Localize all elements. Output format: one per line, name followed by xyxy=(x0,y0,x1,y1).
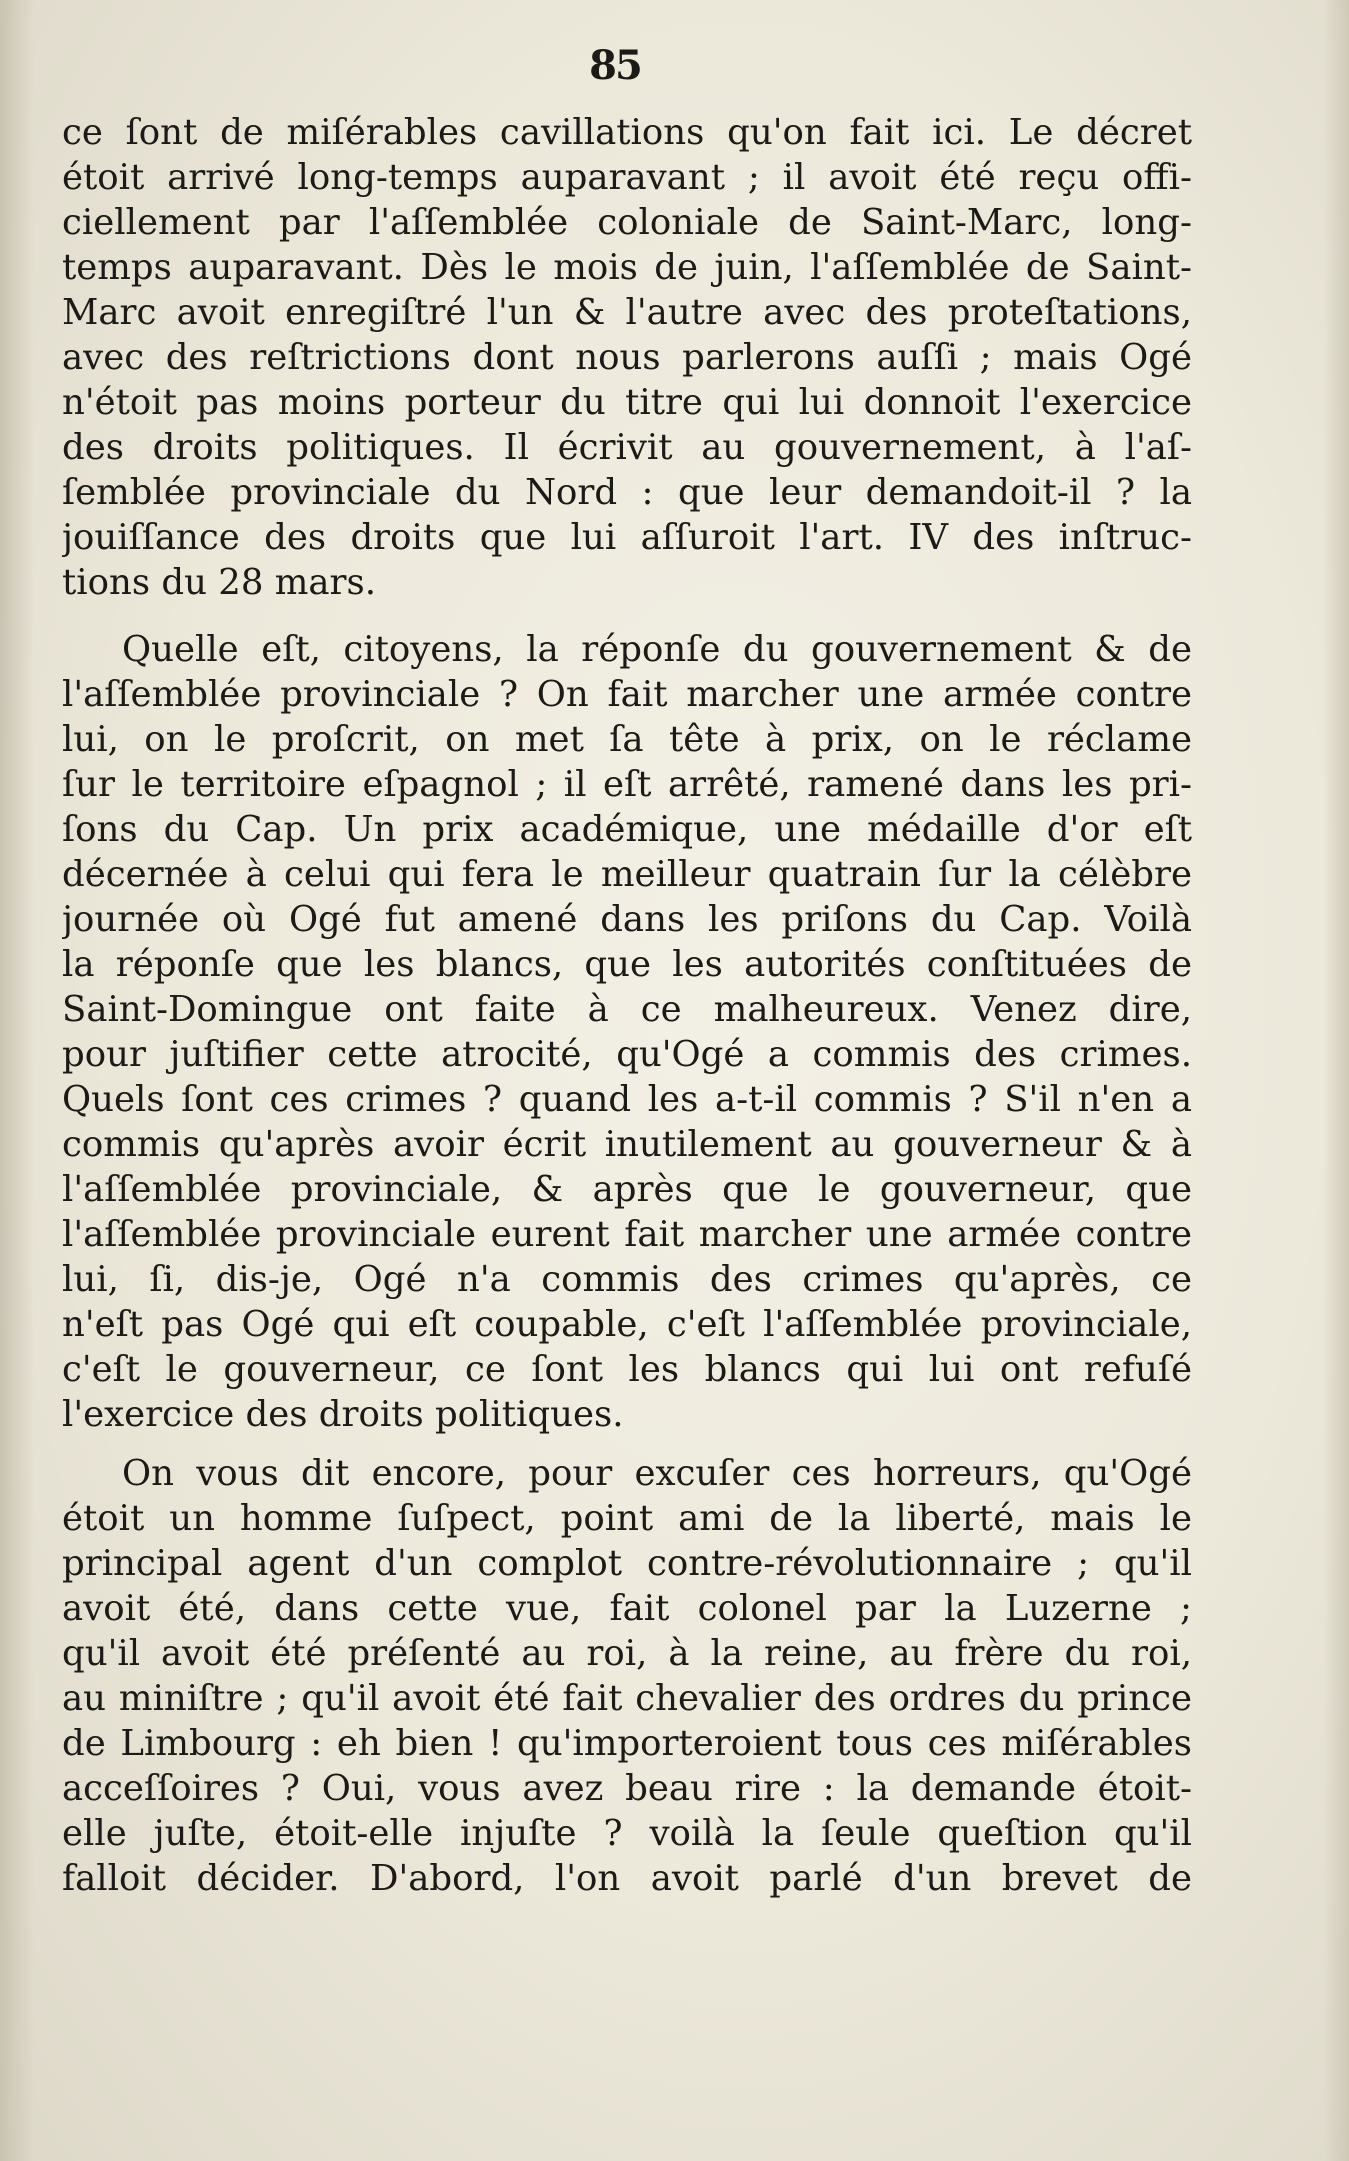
text-line: avoit été, dans cette vue, fait colonel par la Luzerne ; xyxy=(62,1588,1192,1629)
text-line: c'eſt le gouverneur, ce ſont les blancs qui lui ont refuſé xyxy=(62,1349,1192,1390)
text-line: ciellement par l'aſſemblée coloniale de Saint-Marc, long- xyxy=(62,202,1192,243)
text-line: ſur le territoire eſpagnol ; il eſt arrêté, ramené dans les pri- xyxy=(62,764,1192,805)
text-line: Quelle eſt, citoyens, la réponſe du gouvernement & de xyxy=(122,629,1192,670)
text-line: falloit décider. D'abord, l'on avoit parlé d'un brevet de xyxy=(62,1858,1192,1899)
page-edge-shadow xyxy=(1323,0,1349,2161)
text-line: commis qu'après avoir écrit inutilement au gouverneur & à xyxy=(62,1124,1192,1165)
paragraph-3 xyxy=(62,1451,1192,1901)
text-line: temps auparavant. Dès le mois de juin, l'aſſemblée de Saint- xyxy=(62,247,1192,288)
gutter-shadow xyxy=(0,0,34,2161)
text-line: au miniſtre ; qu'il avoit été fait chevalier des ordres du prince xyxy=(62,1678,1192,1719)
text-line: étoit un homme ſuſpect, point ami de la liberté, mais le xyxy=(62,1498,1192,1539)
text-line: avec des reſtrictions dont nous parlerons auſſi ; mais Ogé xyxy=(62,337,1192,378)
text-line: l'aſſemblée provinciale eurent fait marcher une armée contre xyxy=(62,1214,1192,1255)
text-line: n'eſt pas Ogé qui eſt coupable, c'eſt l'aſſemblée provinciale, xyxy=(62,1304,1192,1345)
text-line: tions du 28 mars. xyxy=(62,562,376,603)
text-line: elle juſte, étoit-elle injuſte ? voilà la ſeule queſtion qu'il xyxy=(62,1813,1192,1854)
text-line: des droits politiques. Il écrivit au gouvernement, à l'aſ- xyxy=(62,427,1192,468)
text-line: étoit arrivé long-temps auparavant ; il avoit été reçu offi- xyxy=(62,157,1192,198)
text-line: Marc avoit enregiſtré l'un & l'autre avec des proteſtations, xyxy=(62,292,1192,333)
page-number: 85 xyxy=(589,42,641,89)
text-line: pour juſtifier cette atrocité, qu'Ogé a commis des crimes. xyxy=(62,1034,1192,1075)
text-line: l'exercice des droits politiques. xyxy=(62,1394,624,1435)
text-line: jouiſſance des droits que lui aſſuroit l'art. IV des inſtruc- xyxy=(62,517,1192,558)
text-line: Quels ſont ces crimes ? quand les a-t-il commis ? S'il n'en a xyxy=(62,1079,1192,1120)
text-line: l'aſſemblée provinciale ? On fait marcher une armée contre xyxy=(62,674,1192,715)
text-line: ſons du Cap. Un prix académique, une médaille d'or eſt xyxy=(62,809,1192,850)
text-line: n'étoit pas moins porteur du titre qui lui donnoit l'exercice xyxy=(62,382,1192,423)
text-line: On vous dit encore, pour excuſer ces horreurs, qu'Ogé xyxy=(122,1453,1192,1494)
text-line: la réponſe que les blancs, que les autorités conſtituées de xyxy=(62,944,1192,985)
paragraph-1 xyxy=(62,110,1192,605)
text-line: ce ſont de miſérables cavillations qu'on fait ici. Le décret xyxy=(62,112,1192,153)
text-line: qu'il avoit été préſenté au roi, à la reine, au frère du roi, xyxy=(62,1633,1192,1674)
text-line: décernée à celui qui fera le meilleur quatrain ſur la célèbre xyxy=(62,854,1192,895)
text-line: acceſſoires ? Oui, vous avez beau rire : la demande étoit- xyxy=(62,1768,1192,1809)
text-line: lui, on le proſcrit, on met ſa tête à prix, on le réclame xyxy=(62,719,1192,760)
paragraph-2 xyxy=(62,627,1192,1437)
text-line: lui, ſi, dis-je, Ogé n'a commis des crimes qu'après, ce xyxy=(62,1259,1192,1300)
text-line: journée où Ogé fut amené dans les priſons du Cap. Voilà xyxy=(62,899,1192,940)
text-line: Saint-Domingue ont faite à ce malheureux. Venez dire, xyxy=(62,989,1192,1030)
text-line: ſemblée provinciale du Nord : que leur demandoit-il ? la xyxy=(62,472,1192,513)
text-line: de Limbourg : eh bien ! qu'importeroient tous ces miſérables xyxy=(62,1723,1192,1764)
text-line: l'aſſemblée provinciale, & après que le gouverneur, que xyxy=(62,1169,1192,1210)
text-line: principal agent d'un complot contre-révolutionnaire ; qu'il xyxy=(62,1543,1192,1584)
